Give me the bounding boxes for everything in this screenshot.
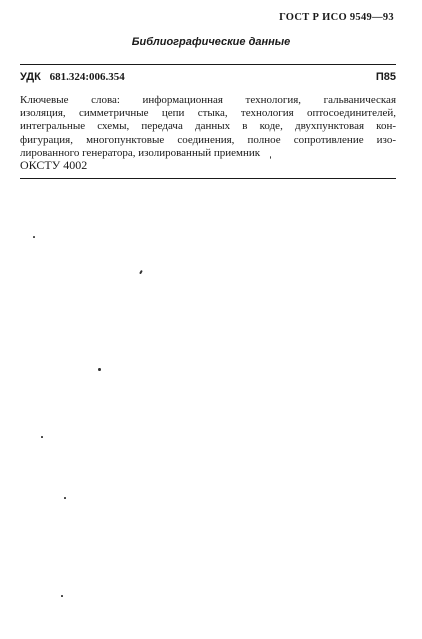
keywords-paragraph [20, 94, 396, 160]
udk-block [20, 71, 125, 83]
group-code: П85 [375, 71, 396, 83]
keywords-line: лированного генератора, изолированный приемник [20, 146, 261, 159]
keywords-line: фигурация, многопунктовые соединения, полное сопротивление изо- [20, 133, 396, 146]
udk-line [20, 71, 396, 83]
top-divider [20, 64, 396, 65]
scan-speck [64, 497, 66, 499]
scan-speck [33, 236, 35, 238]
scan-speck [61, 595, 63, 597]
page-title: Библиографические данные [131, 36, 291, 48]
bottom-divider [20, 178, 396, 179]
udk-number: 681.324:006.354 [49, 71, 125, 83]
scan-speck [270, 156, 271, 159]
oksty-code: ОКСТУ 4002 [20, 158, 88, 172]
keywords-line: изоляция, симметричные цепи стыка, технология оптосоединителей, [20, 107, 396, 120]
standard-code: ГОСТ Р ИСО 9549—93 [279, 12, 394, 23]
scan-speck [139, 270, 142, 274]
keywords-line: интегральные схемы, передача данных в коде, двухпунктовая кон- [20, 120, 396, 133]
keywords-line: Ключевые слова: информационная технология, гальваническая [20, 94, 396, 106]
scan-speck [98, 368, 101, 371]
udk-label: УДК [20, 71, 41, 83]
scan-speck [41, 436, 43, 438]
